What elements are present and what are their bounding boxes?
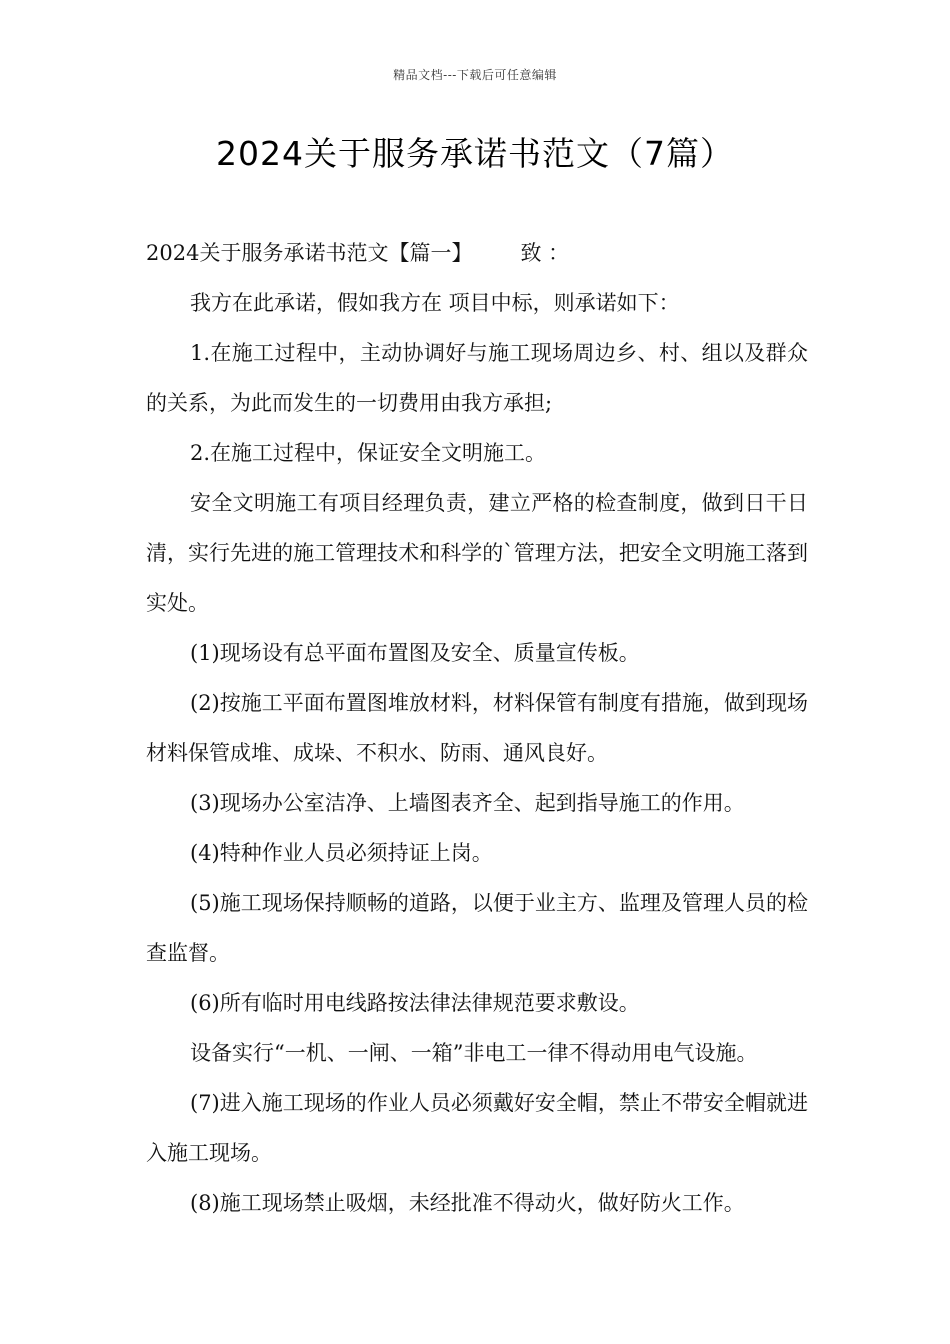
paragraph: 1.在施工过程中，主动协调好与施工现场周边乡、村、组以及群众的关系，为此而发生的一切费用由我方承担; xyxy=(146,341,808,415)
salutation: 致 ： xyxy=(520,241,570,265)
paragraph: 2.在施工过程中，保证安全文明施工。 xyxy=(190,441,547,465)
paragraph: (4)特种作业人员必须持证上岗。 xyxy=(190,841,493,865)
paragraph: (1)现场设有总平面布置图及安全、质量宣传板。 xyxy=(190,641,640,665)
section-heading-line xyxy=(146,228,808,278)
paragraph: (7)进入施工现场的作业人员必须戴好安全帽，禁止不带安全帽就进入施工现场。 xyxy=(146,1091,808,1165)
paragraph: (6)所有临时用电线路按法律法律规范要求敷设。 xyxy=(190,991,640,1015)
header-note: 精品文档---下载后可任意编辑 xyxy=(393,68,557,82)
paragraph: 我方在此承诺，假如我方在 项目中标，则承诺如下： xyxy=(190,291,680,315)
paragraph: (8)施工现场禁止吸烟，未经批准不得动火，做好防火工作。 xyxy=(190,1191,745,1215)
section-heading: 2024关于服务承诺书范文【篇一】 xyxy=(146,241,473,265)
paragraph: (5)施工现场保持顺畅的道路，以便于业主方、监理及管理人员的检查监督。 xyxy=(146,891,808,965)
paragraph: 设备实行“一机、一闸、一箱”非电工一律不得动用电气设施。 xyxy=(190,1041,758,1065)
paragraph: (3)现场办公室洁净、上墙图表齐全、起到指导施工的作用。 xyxy=(190,791,745,815)
document-body xyxy=(146,228,808,1228)
paragraph: 安全文明施工有项目经理负责，建立严格的检查制度，做到日干日清，实行先进的施工管理技术和科学的`管理方法，把安全文明施工落到实处。 xyxy=(146,491,808,615)
paragraph: (2)按施工平面布置图堆放材料，材料保管有制度有措施，做到现场材料保管成堆、成垛、不积水、防雨、通风良好。 xyxy=(146,691,808,765)
document-title: 2024关于服务承诺书范文（7篇） xyxy=(216,134,734,173)
